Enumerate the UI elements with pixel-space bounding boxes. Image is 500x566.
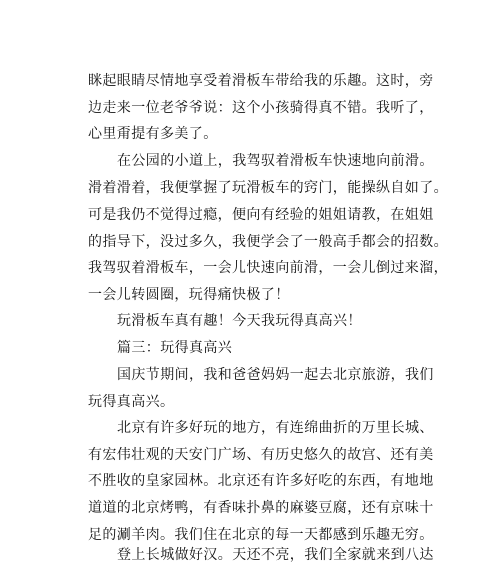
paragraph-line: 玩得真高兴。 bbox=[88, 394, 175, 410]
paragraph-line: 北京有许多好玩的地方，有连绵曲折的万里长城、 bbox=[117, 420, 434, 436]
paragraph-line: 有宏伟壮观的天安门广场、有历史悠久的故宫、还有美 bbox=[88, 447, 434, 463]
paragraph-line: 滑着滑着，我便掌握了玩滑板车的窍门，能操纵自如了。 bbox=[88, 180, 448, 196]
paragraph-line: 在公园的小道上，我驾驭着滑板车快速地向前滑。 bbox=[117, 153, 434, 169]
paragraph-line: 可是我仍不觉得过瘾，便向有经验的姐姐请教，在姐姐 bbox=[88, 207, 434, 223]
paragraph-line: 一会儿转圆圈，玩得痛快极了！ bbox=[88, 287, 290, 303]
paragraph-line: 的指导下，没过多久，我便学会了一般高手都会的招数。 bbox=[88, 234, 448, 250]
paragraph-line: 足的涮羊肉。我们住在北京的每一天都感到乐趣无穷。 bbox=[88, 527, 434, 543]
paragraph-line: 登上长城做好汉。天还不亮，我们全家就来到八达 bbox=[117, 547, 434, 563]
paragraph-line: 玩滑板车真有趣！今天我玩得真高兴！ bbox=[117, 313, 362, 329]
paragraph-line: 心里甭提有多美了。 bbox=[88, 126, 218, 142]
paragraph-line: 边走来一位老爷爷说：这个小孩骑得真不错。我听了， bbox=[88, 100, 434, 116]
paragraph-line: 我驾驭着滑板车，一会儿快速向前滑，一会儿倒过来溜， bbox=[88, 260, 448, 276]
section-heading: 篇三：玩得真高兴 bbox=[117, 340, 233, 356]
paragraph-line: 眯起眼睛尽情地享受着滑板车带给我的乐趣。这时，旁 bbox=[88, 73, 434, 89]
paragraph-line: 道道的北京烤鸭，有香味扑鼻的麻婆豆腐，还有京味十 bbox=[88, 500, 434, 516]
paragraph-line: 不胜收的皇家园林。北京还有许多好吃的东西，有地地 bbox=[88, 473, 434, 489]
paragraph-line: 国庆节期间，我和爸爸妈妈一起去北京旅游，我们 bbox=[117, 367, 434, 383]
